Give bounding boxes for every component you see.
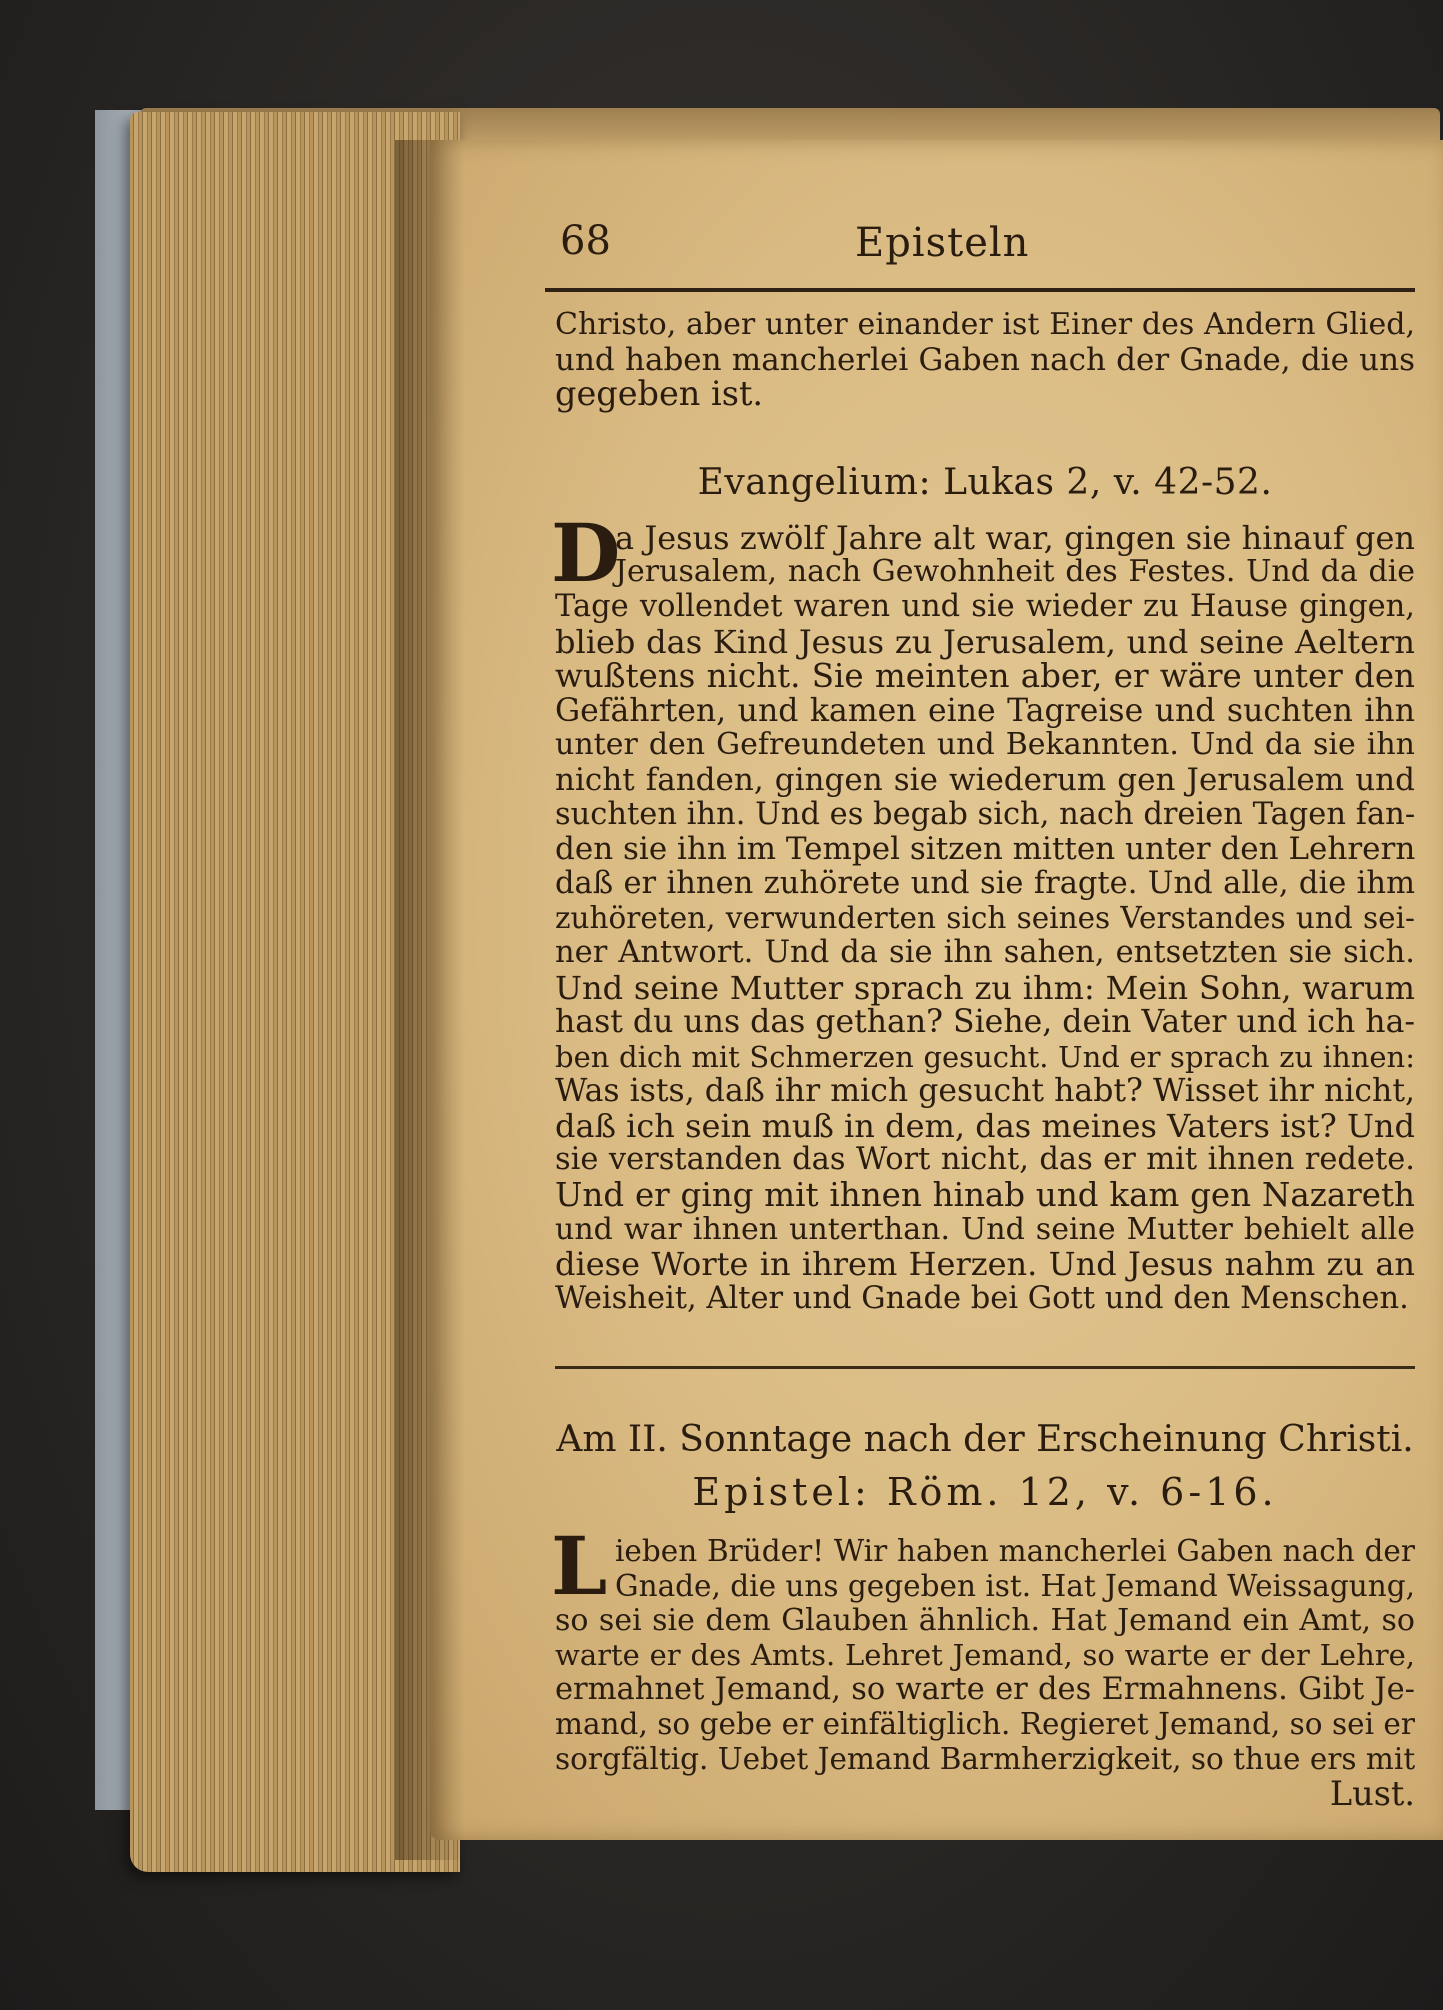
- text-line: hast du uns das gethan? Siehe, dein Vater und ich ha-: [555, 1004, 1415, 1041]
- gospel-text: [551, 505, 1416, 1317]
- gospel-title: Evangelium: Lukas 2, v. 42-52.: [697, 461, 1273, 503]
- text-line: a Jesus zwölf Jahre alt war, gingen sie hinauf gen: [615, 518, 1415, 557]
- text-line: daß ich sein muß in dem, das meines Vaters ist? Und: [555, 1106, 1415, 1145]
- page-number: 68: [560, 218, 611, 264]
- text-line: ben dich mit Schmerzen gesucht. Und er sprach zu ihnen:: [555, 1039, 1415, 1074]
- text-line: wußtens nicht. Sie meinten aber, er wäre unter den: [555, 657, 1415, 696]
- text-line: Jerusalem, nach Gewohnheit des Festes. Und da die: [615, 554, 1415, 590]
- drop-cap: D: [551, 505, 621, 600]
- text-line: zuhöreten, verwunderten sich seines Verstandes und sei-: [555, 901, 1415, 936]
- text-line: gegeben ist.: [555, 374, 764, 414]
- text-line: ner Antwort. Und da sie ihn sahen, entsetzten sie sich.: [555, 934, 1415, 970]
- continued-text: [555, 308, 1415, 412]
- text-line: Christo, aber unter einander ist Einer des Andern Glied,: [555, 307, 1415, 342]
- text-line: und haben mancherlei Gaben nach der Gnade, die uns: [555, 341, 1415, 378]
- text-line: Weisheit, Alter und Gnade bei Gott und den Menschen.: [555, 1280, 1409, 1316]
- text-line: Gefährten, und kamen eine Tagreise und suchten ihn: [555, 692, 1415, 729]
- text-line: ermahnet Jemand, so warte er des Ermahnens. Gibt Je-: [555, 1671, 1415, 1707]
- text-line: Und seine Mutter sprach zu ihm: Mein Sohn, warum: [555, 968, 1415, 1007]
- text-line: diese Worte in ihrem Herzen. Und Jesus nahm zu an: [555, 1245, 1415, 1284]
- text-line: warte er des Amts. Lehret Jemand, so warte er der Lehre,: [555, 1638, 1415, 1673]
- sunday-title: Am II. Sonntage nach der Erscheinung Christi.: [556, 1419, 1414, 1461]
- drop-cap: L: [551, 1519, 608, 1614]
- running-head: Episteln: [855, 220, 1030, 266]
- text-line: und war ihnen unterthan. Und seine Mutter behielt alle: [555, 1211, 1415, 1247]
- epistle-text: [551, 1519, 1416, 1813]
- text-line: sorgfältig. Uebet Jemand Barmherzigkeit, so thue ers mit: [555, 1742, 1416, 1776]
- text-line: nicht fanden, gingen sie wiederum gen Jerusalem und: [555, 761, 1415, 798]
- text-line: suchten ihn. Und es begab sich, nach dreien Tagen fan-: [555, 796, 1416, 832]
- text-line: mand, so gebe er einfältiglich. Regieret Jemand, so sei er: [555, 1707, 1415, 1742]
- catchword: Lust.: [1329, 1773, 1415, 1813]
- text-line: Was ists, daß ihr mich gesucht habt? Wisset ihr nicht,: [555, 1073, 1415, 1110]
- gutter-shadow: [395, 140, 465, 1860]
- page-content: [551, 210, 1416, 1813]
- text-line: so sei sie dem Glauben ähnlich. Hat Jemand ein Amt, so: [555, 1602, 1415, 1638]
- page-header: [555, 210, 1415, 288]
- text-line: den sie ihn im Tempel sitzen mitten unter den Lehrern: [555, 831, 1416, 868]
- text-line: ieben Brüder! Wir haben mancherlei Gaben nach der: [615, 1534, 1415, 1569]
- text-line: blieb das Kind Jesus zu Jerusalem, und seine Aeltern: [555, 622, 1415, 661]
- section-rule: [555, 1366, 1415, 1369]
- header-rule: [545, 288, 1415, 292]
- text-line: sie verstanden das Wort nicht, das er mit ihnen redete.: [555, 1142, 1415, 1178]
- epistle-title: Epistel: Röm. 12, v. 6-16.: [692, 1470, 1278, 1515]
- text-line: Tage vollendet waren und sie wieder zu Hause gingen,: [555, 588, 1415, 624]
- text-line: daß er ihnen zuhörete und sie fragte. Und alle, die ihm: [555, 865, 1415, 901]
- text-line: Gnade, die uns gegeben ist. Hat Jemand Weissagung,: [615, 1569, 1415, 1604]
- text-line: unter den Gefreundeten und Bekannten. Und da sie ihn: [555, 727, 1415, 763]
- text-line: Und er ging mit ihnen hinab und kam gen Nazareth: [555, 1176, 1415, 1215]
